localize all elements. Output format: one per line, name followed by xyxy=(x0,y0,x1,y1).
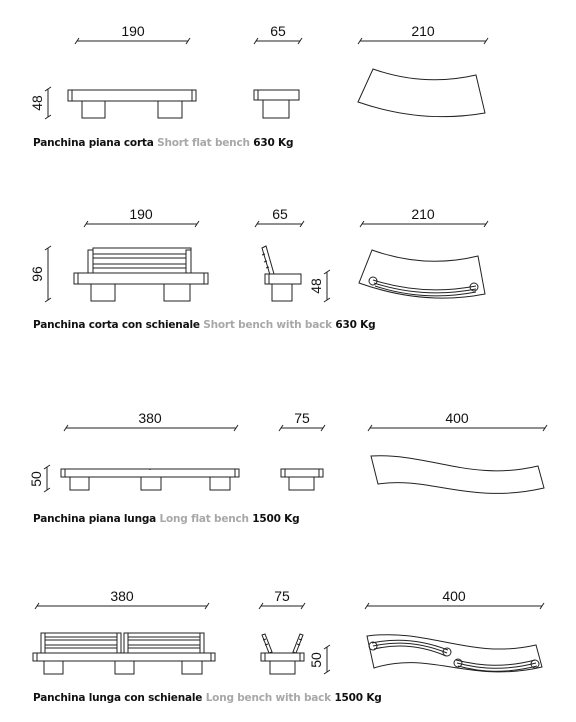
bench-4-english-name: Long bench with back xyxy=(205,692,331,704)
bench-1-height-dim xyxy=(29,87,51,119)
bench-2-drawings xyxy=(29,206,488,302)
bench-4-italian-name: Panchina lunga con schienale xyxy=(33,692,203,704)
bench-4-side-width-dim xyxy=(259,588,305,609)
bench-4-side-view xyxy=(261,634,304,674)
bench-4-side-width-label: 75 xyxy=(274,588,290,604)
bench-2-side-width-label: 65 xyxy=(272,206,288,222)
bench-3-top-width-dim xyxy=(368,410,547,431)
bench-1-side-width-label: 65 xyxy=(270,23,286,39)
bench-4-top-view xyxy=(367,635,542,672)
bench-2-front-view xyxy=(74,248,208,301)
bench-2-side-width-dim xyxy=(255,206,304,227)
bench-2-italian-name: Panchina corta con schienale xyxy=(33,319,200,331)
bench-2-height-dim xyxy=(29,246,51,302)
bench-2-top-view xyxy=(359,250,485,298)
bench-3-weight: 1500 Kg xyxy=(252,513,300,525)
bench-1-side-width-dim xyxy=(254,23,302,44)
bench-3-top-view xyxy=(371,456,544,494)
bench-3-caption xyxy=(33,513,299,525)
bench-3-front-view xyxy=(61,469,239,490)
bench-2-front-width-label: 190 xyxy=(129,206,153,222)
bench-4-top-width-dim xyxy=(365,588,544,609)
bench-1-front-width-dim xyxy=(75,23,190,44)
bench-3-italian-name: Panchina piana lunga xyxy=(33,513,157,525)
bench-2-height-label: 96 xyxy=(29,266,45,282)
bench-2-weight: 630 Kg xyxy=(335,319,376,331)
bench-1-caption xyxy=(33,137,293,149)
bench-2-caption xyxy=(33,319,375,331)
bench-2-top-width-label: 210 xyxy=(411,206,435,222)
bench-2-top-width-dim xyxy=(360,206,488,227)
bench-2-seat-height-label: 48 xyxy=(308,278,324,294)
bench-4-drawings xyxy=(33,588,544,674)
bench-4-front-width-label: 380 xyxy=(110,588,134,604)
bench-3-side-width-dim xyxy=(279,410,325,431)
bench-4-seat-height-dim xyxy=(308,645,330,674)
bench-1-weight: 630 Kg xyxy=(253,137,294,149)
bench-2-english-name: Short bench with back xyxy=(203,319,332,331)
bench-3-side-width-label: 75 xyxy=(294,410,310,426)
bench-1-side-view xyxy=(254,90,299,118)
bench-4-front-width-dim xyxy=(35,588,209,609)
bench-3-height-dim xyxy=(28,465,50,492)
bench-1-height-label: 48 xyxy=(29,95,45,111)
bench-3-top-width-label: 400 xyxy=(445,410,469,426)
bench-3-drawings xyxy=(28,410,547,493)
bench-1-top-width-dim xyxy=(358,23,488,44)
bench-1-drawings xyxy=(29,23,488,119)
bench-3-english-name: Long flat bench xyxy=(159,513,249,525)
bench-3-front-width-dim xyxy=(64,410,238,431)
bench-1-italian-name: Panchina piana corta xyxy=(33,137,154,149)
bench-3-front-width-label: 380 xyxy=(138,410,162,426)
bench-3-height-label: 50 xyxy=(28,471,44,487)
bench-2-side-view xyxy=(262,246,301,301)
bench-1-top-view xyxy=(358,69,485,117)
bench-1-front-view xyxy=(68,90,196,118)
bench-4-weight: 1500 Kg xyxy=(334,692,382,704)
bench-4-front-view xyxy=(33,633,215,674)
bench-4-seat-height-label: 50 xyxy=(308,652,324,668)
bench-4-top-width-label: 400 xyxy=(442,588,466,604)
bench-2-front-width-dim xyxy=(84,206,199,227)
bench-4-caption xyxy=(33,692,382,704)
bench-1-english-name: Short flat bench xyxy=(157,137,250,149)
bench-2-seat-height-dim xyxy=(308,270,330,302)
bench-3-side-view xyxy=(281,469,323,490)
bench-1-top-width-label: 210 xyxy=(411,23,435,39)
bench-1-front-width-label: 190 xyxy=(121,23,145,39)
